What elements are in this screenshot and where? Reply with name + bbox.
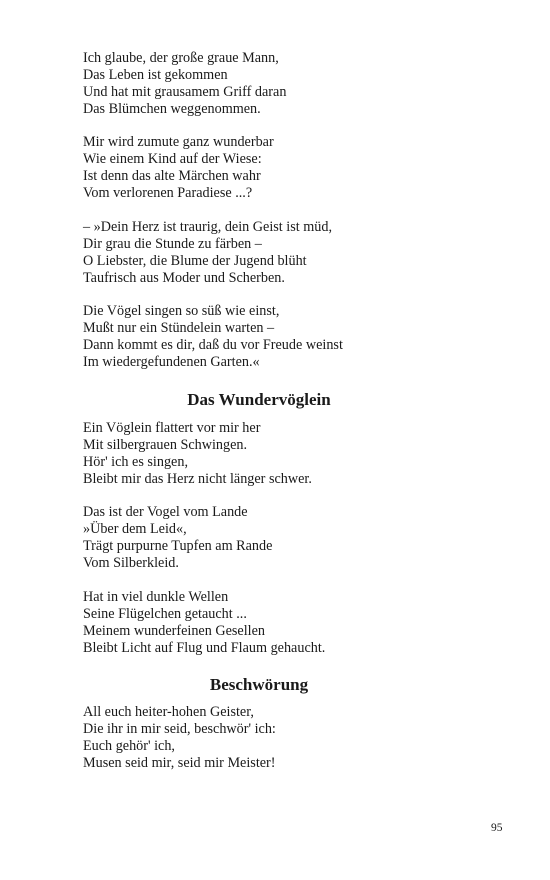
verse-line: Im wiedergefundenen Garten.« bbox=[83, 354, 260, 371]
verse-line: Bleibt mir das Herz nicht länger schwer. bbox=[83, 470, 312, 487]
page-content bbox=[83, 50, 483, 772]
verse-line: Ich glaube, der große graue Mann, bbox=[83, 50, 279, 66]
stanza bbox=[83, 589, 483, 657]
verse-line: Das Blümchen weggenommen. bbox=[83, 100, 261, 117]
poem-title: Das Wundervöglein bbox=[187, 389, 331, 409]
verse-line: Bleibt Licht auf Flug und Flaum gehaucht. bbox=[83, 639, 326, 656]
verse-line: Ein Vöglein flattert vor mir her bbox=[83, 419, 261, 436]
verse-line: Das Leben ist gekommen bbox=[83, 66, 228, 83]
verse-line: Die ihr in mir seid, beschwör' ich: bbox=[83, 721, 276, 738]
verse-line: All euch heiter-hohen Geister, bbox=[83, 704, 254, 721]
verse-line: Das ist der Vogel vom Lande bbox=[83, 504, 248, 521]
poem-beschwoerung bbox=[83, 704, 483, 772]
stanza bbox=[83, 704, 483, 772]
poem-continuation bbox=[83, 50, 483, 371]
stanza bbox=[83, 420, 483, 488]
verse-line: »Über dem Leid«, bbox=[83, 521, 187, 538]
verse-line: Mir wird zumute ganz wunderbar bbox=[83, 134, 274, 151]
stanza bbox=[83, 50, 483, 118]
stanza bbox=[83, 303, 483, 371]
verse-line: Wie einem Kind auf der Wiese: bbox=[83, 151, 262, 168]
verse-line: Mußt nur ein Stündelein warten – bbox=[83, 320, 275, 337]
verse-line: Dann kommt es dir, daß du vor Freude weinst bbox=[83, 337, 343, 354]
stanza bbox=[83, 504, 483, 572]
stanza bbox=[83, 134, 483, 202]
verse-line: Die Vögel singen so süß wie einst, bbox=[83, 303, 280, 320]
verse-line: Vom verlorenen Paradiese ...? bbox=[83, 185, 253, 202]
stanza bbox=[83, 219, 483, 287]
verse-line: O Liebster, die Blume der Jugend blüht bbox=[83, 252, 307, 269]
verse-line: Taufrisch aus Moder und Scherben. bbox=[83, 269, 285, 286]
verse-line: Vom Silberkleid. bbox=[83, 555, 179, 572]
verse-line: – »Dein Herz ist traurig, dein Geist ist müd, bbox=[83, 218, 333, 235]
verse-line: Euch gehör' ich, bbox=[83, 738, 175, 755]
verse-line: Hör' ich es singen, bbox=[83, 453, 188, 470]
verse-line: Seine Flügelchen getaucht ... bbox=[83, 605, 247, 622]
verse-line: Trägt purpurne Tupfen am Rande bbox=[83, 538, 273, 555]
verse-line: Musen seid mir, seid mir Meister! bbox=[83, 755, 276, 772]
verse-line: Meinem wunderfeinen Gesellen bbox=[83, 622, 266, 639]
page-number: 95 bbox=[491, 822, 503, 834]
verse-line: Und hat mit grausamem Griff daran bbox=[83, 83, 287, 100]
verse-line: Mit silbergrauen Schwingen. bbox=[83, 436, 248, 453]
verse-line: Hat in viel dunkle Wellen bbox=[83, 588, 229, 605]
poem-wundervoeglein bbox=[83, 420, 483, 656]
poem-title: Beschwörung bbox=[209, 675, 309, 695]
verse-line: Ist denn das alte Märchen wahr bbox=[83, 168, 261, 185]
verse-line: Dir grau die Stunde zu färben – bbox=[83, 235, 262, 252]
